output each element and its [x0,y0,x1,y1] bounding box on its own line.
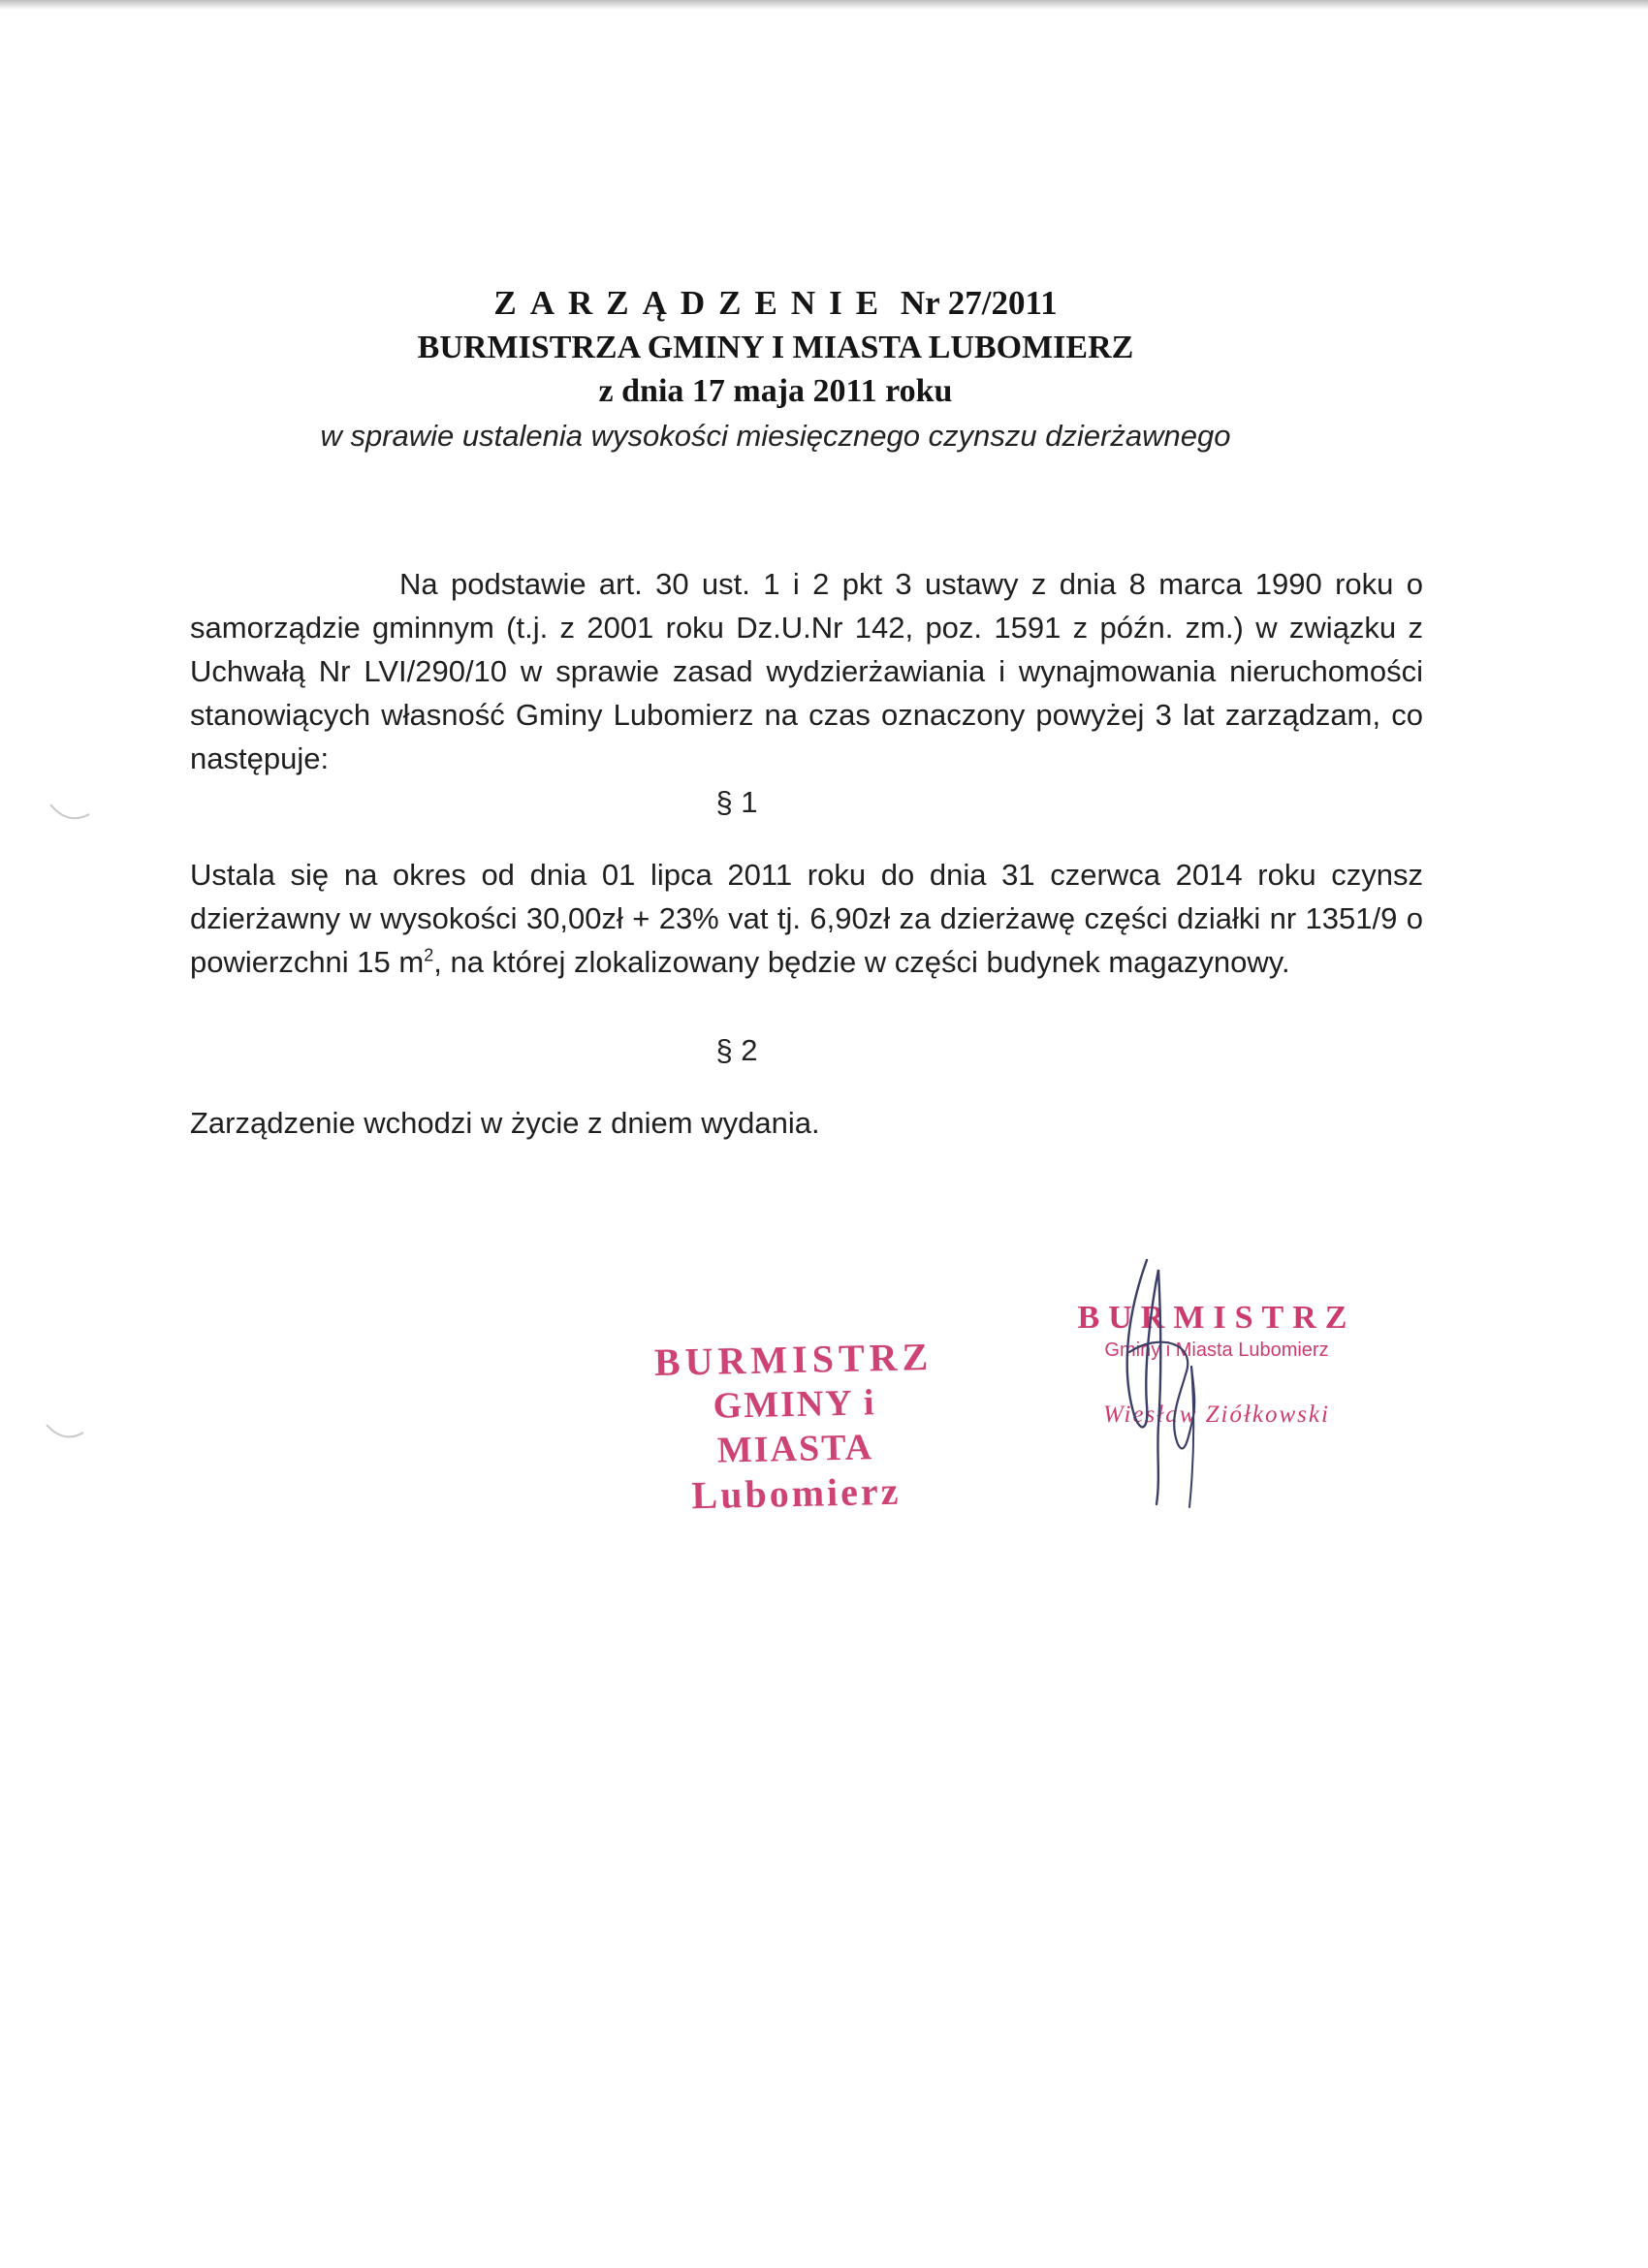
stamp-left-line-2: GMINY i MIASTA [713,1382,876,1471]
section-1-mark: § 1 [715,785,758,819]
stamp-right-subtitle: Gminy i Miasta Lubomierz [1104,1339,1329,1361]
punch-hole-marks [0,0,116,1551]
section-1-text-b: , na której zlokalizowany będzie w części budynek magazynowy. [433,945,1290,979]
subject-line: w sprawie ustalenia wysokości miesięcznego czynszu dzierżawnego [320,419,1231,453]
scan-edge [0,0,1648,10]
heading-word: ZARZĄDZENIE [493,284,893,322]
official-stamp-left [638,1335,952,1520]
stamp-left-line-1: BURMISTRZ [653,1335,934,1385]
stamp-right-title: BURMISTRZ [1077,1300,1356,1336]
stamp-left-line-3: Lubomierz [691,1468,902,1518]
section-2-mark: § 2 [715,1033,758,1067]
date-line: z dnia 17 maja 2011 roku [598,373,953,409]
section-2-paragraph: Zarządzenie wchodzi w życie z dniem wydania. [190,1106,820,1140]
square-meter-superscript: 2 [424,945,434,965]
stamp-right-name: Wiesław Ziółkowski [1103,1402,1330,1428]
issuer-line: BURMISTRZA GMINY I MIASTA LUBOMIERZ [417,330,1134,365]
section-1-text-a: Ustala się na okres od dnia 01 lipca 2011 roku do dnia 31 czerwca 2014 roku czynsz dzierżawny w wysokości 30,00zł + 23% vat tj. 6,90zł za dzierżawę części działki nr 1351/9 o powierzchni 15 m [190,858,1423,979]
preamble-paragraph: Na podstawie art. 30 ust. 1 i 2 pkt 3 ustawy z dnia 8 marca 1990 roku o samorządzie gminnym (t.j. z 2001 roku Dz.U.Nr 142, poz. 1591 z późn. zm.) w związku z Uchwałą Nr LVI/290/10 w sprawie zasad wydzierżawiania i wynajmowania nieruchomości stanowiących własność Gminy Lubomierz na czas oznaczony powyżej 3 lat zarządzam, co następuje: [190,567,1423,775]
section-1-paragraph [190,853,1423,984]
heading-number: Nr 27/2011 [900,284,1058,322]
document-heading [242,284,1309,323]
handwritten-signature [1091,1250,1246,1512]
